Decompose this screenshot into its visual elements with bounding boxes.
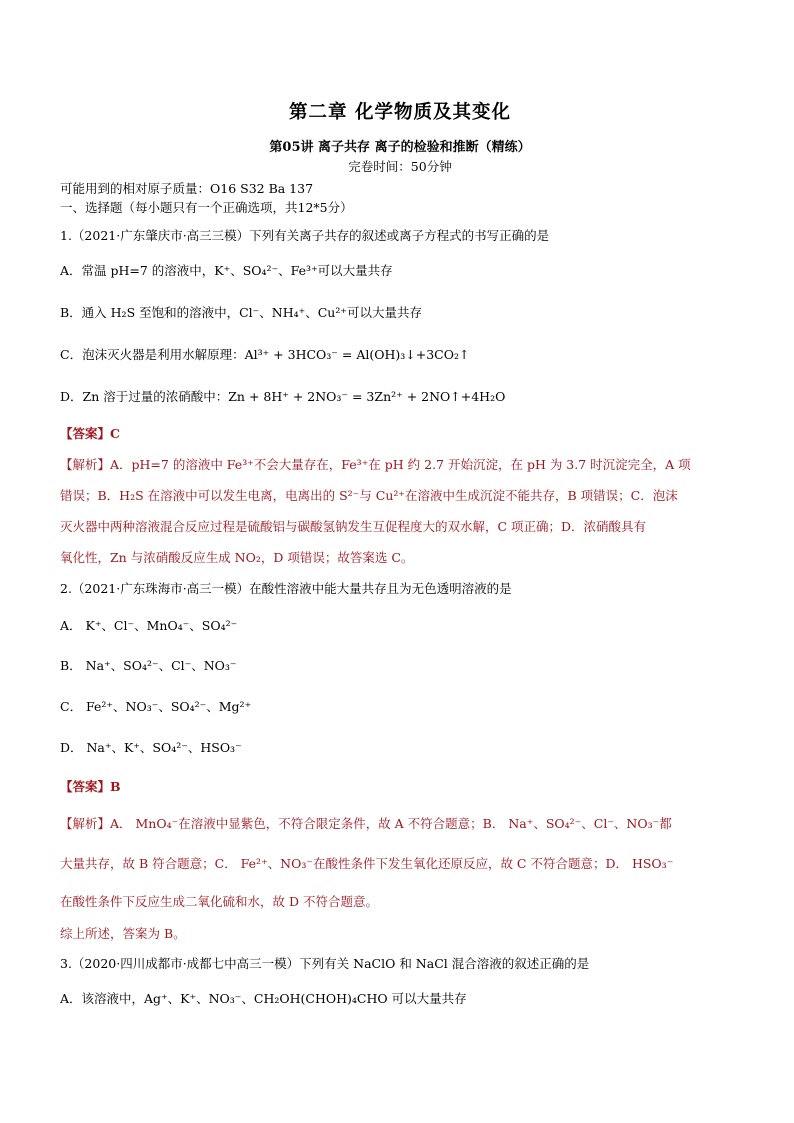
q3-option-a: A．该溶液中，Ag⁺、K⁺、NO₃⁻、CH₂OH(CHOH)₄CHO 可以大量共存 bbox=[60, 991, 467, 1006]
q1-option-d: D．Zn 溶于过量的浓硝酸中：Zn + 8H⁺ + 2NO₃⁻ = 3Zn²⁺ + 2NO↑+4H₂O bbox=[60, 389, 506, 404]
q2-option-a: A． K⁺、Cl⁻、MnO₄⁻、SO₄²⁻ bbox=[60, 618, 238, 633]
q1-option-c: C．泡沫灭火器是利用水解原理：Al³⁺ + 3HCO₃⁻ = Al(OH)₃↓+3CO₂↑ bbox=[60, 347, 470, 362]
section-heading: 一、选择题（每小题只有一个正确选项，共12*5分） bbox=[60, 200, 353, 215]
q1-analysis-line-1: 【解析】A．pH=7 的溶液中 Fe³⁺不会大量存在，Fe³⁺在 pH 约 2.7 开始沉淀，在 pH 为 3.7 时沉淀完全，A 项 bbox=[60, 457, 691, 472]
q2-analysis-line-3: 在酸性条件下反应生成二氧化硫和水，故 D 不符合题意。 bbox=[60, 894, 378, 909]
time-limit: 完卷时间：50分钟 bbox=[348, 159, 452, 174]
q1-analysis-line-3: 灭火器中两种溶液混合反应过程是硫酸铝与碳酸氢钠发生互促程度大的双水解，C 项正确；D．浓硝酸具有 bbox=[60, 519, 647, 534]
q2-answer: 【答案】B bbox=[60, 779, 121, 794]
q2-option-c: C． Fe²⁺、NO₃⁻、SO₄²⁻、Mg²⁺ bbox=[60, 699, 252, 714]
q1-answer: 【答案】C bbox=[60, 426, 120, 441]
q3-stem: 3.（2020·四川成都市·成都七中高三一模）下列有关 NaClO 和 NaCl 混合溶液的叙述正确的是 bbox=[60, 956, 590, 971]
q2-analysis-line-2: 大量共存，故 B 符合题意；C． Fe²⁺、NO₃⁻在酸性条件下发生氧化还原反应，故 C 不符合题意；D． HSO₃⁻ bbox=[60, 856, 674, 871]
q2-summary: 综上所述，答案为 B。 bbox=[60, 926, 186, 941]
lesson-title: 第05讲 离子共存 离子的检验和推断（精练） bbox=[269, 140, 531, 155]
q1-option-b: B．通入 H₂S 至饱和的溶液中，Cl⁻、NH₄⁺、Cu²⁺可以大量共存 bbox=[60, 305, 422, 320]
q2-analysis-line-1: 【解析】A． MnO₄⁻在溶液中显紫色，不符合限定条件，故 A 不符合题意；B． Na⁺、SO₄²⁻、Cl⁻、NO₃⁻都 bbox=[60, 816, 672, 831]
q1-option-a: A．常温 pH=7 的溶液中，K⁺、SO₄²⁻、Fe³⁺可以大量共存 bbox=[60, 263, 393, 278]
q1-analysis-line-4: 氧化性，Zn 与浓硝酸反应生成 NO₂，D 项错误；故答案选 C。 bbox=[60, 550, 414, 565]
chapter-title: 第二章 化学物质及其变化 bbox=[289, 102, 511, 123]
q1-analysis-line-2: 错误；B．H₂S 在溶液中可以发生电离，电离出的 S²⁻与 Cu²⁺在溶液中生成沉淀不能共存，B 项错误；C．泡沫 bbox=[60, 488, 678, 503]
q2-option-d: D． Na⁺、K⁺、SO₄²⁻、HSO₃⁻ bbox=[60, 740, 242, 755]
atomic-mass-note: 可能用到的相对原子质量：O16 S32 Ba 137 bbox=[60, 181, 314, 196]
q2-stem: 2.（2021·广东珠海市·高三一模）在酸性溶液中能大量共存且为无色透明溶液的是 bbox=[60, 581, 512, 596]
q2-option-b: B． Na⁺、SO₄²⁻、Cl⁻、NO₃⁻ bbox=[60, 658, 237, 673]
q1-stem: 1.（2021·广东肇庆市·高三三模）下列有关离子共存的叙述或离子方程式的书写正确的是 bbox=[60, 228, 550, 243]
